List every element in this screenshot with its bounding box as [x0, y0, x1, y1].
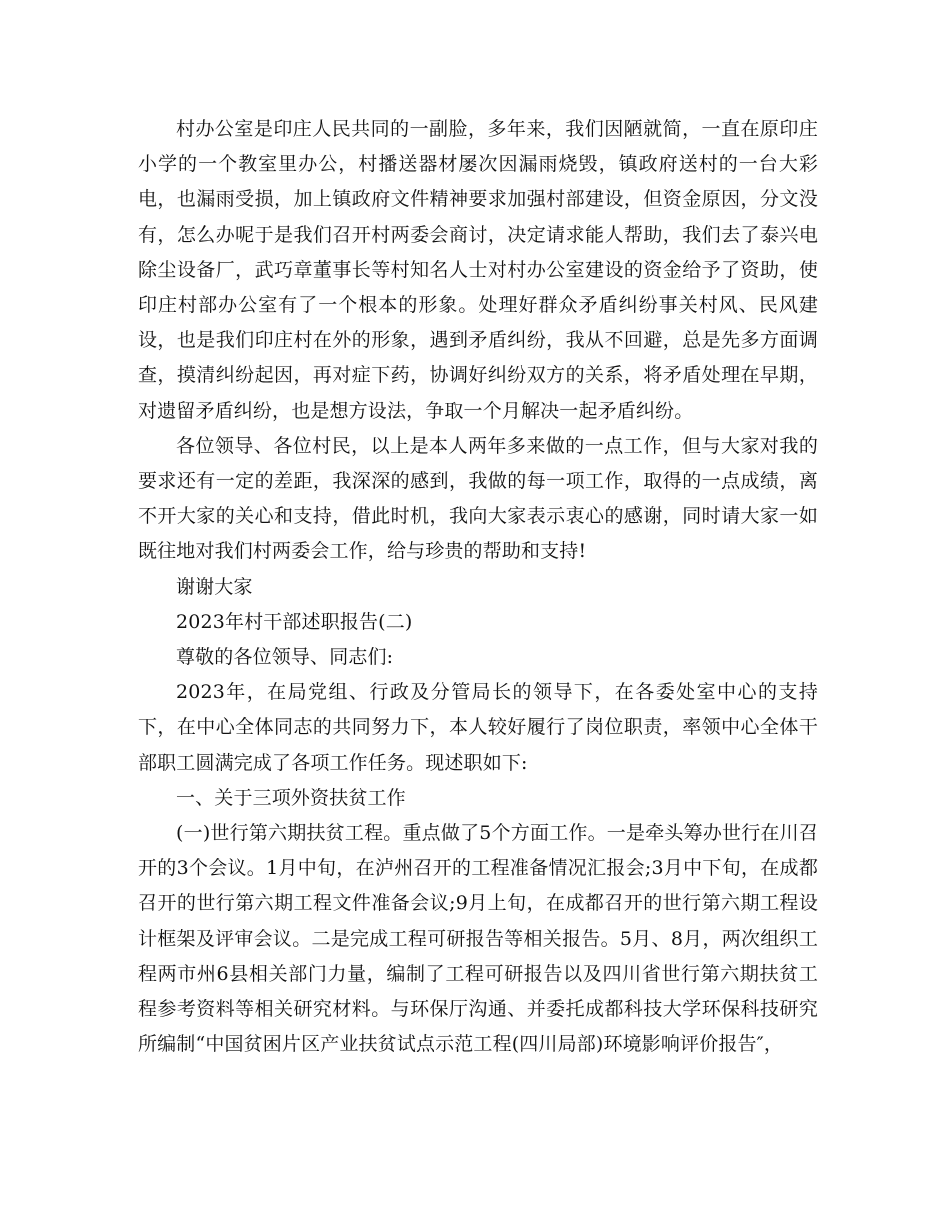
section-heading-1: 一、关于三项外资扶贫工作 — [176, 786, 406, 809]
document-body — [138, 112, 818, 1062]
paragraph-world-bank: (一)世行第六期扶贫工程。重点做了5个方面工作。一是牵头筹办世行在川召开的3个会议。1月中旬，在泸州召开的工程准备情况汇报会;3月中下旬，在成都召开的世行第六期工程文件准备会议;9月上旬，在成都召开的世行第六期工程设计框架及评审会议。二是完成工程可研报告等相关报告。5月、8月，两次组织工程两市州6县相关部门力量，编制了工程可研报告以及四川省世行第六期扶贫工程参考资料等相关研究材料。与环保厅沟通、并委托成都科技大学环保科技研究所编制“中国贫困片区产业扶贫试点示范工程(四川局部)环境影响评价报告″， — [138, 822, 818, 1056]
paragraph-thanks-support: 各位领导、各位村民，以上是本人两年多来做的一点工作，但与大家对我的要求还有一定的差距，我深深的感到，我做的每一项工作，取得的一点成绩，离不开大家的关心和支持，借此时机，我向大家表示衷心的感谢，同时请大家一如既往地对我们村两委会工作，给与珍贵的帮助和支持! — [138, 434, 818, 563]
paragraph-closing: 谢谢大家 — [176, 575, 253, 598]
paragraph-office-building: 村办公室是印庄人民共同的一副脸，多年来，我们因陋就简，一直在原印庄小学的一个教室里办公，村播送器材屡次因漏雨烧毁，镇政府送村的一台大彩电，也漏雨受损，加上镇政府文件精神要求加强村部建设，但资金原因，分文没有，怎么办呢于是我们召开村两委会商讨，决定请求能人帮助，我们去了泰兴电除尘设备厂，武巧章董事长等村知名人士对村办公室建设的资金给予了资助，使印庄村部办公室有了一个根本的形象。处理好群众矛盾纠纷事关村风、民风建设，也是我们印庄村在外的形象，遇到矛盾纠纷，我从不回避，总是先多方面调查，摸清纠纷起因，再对症下药，协调好纠纷双方的关系，将矛盾处理在早期，对遗留矛盾纠纷，也是想方设法，争取一个月解决一起矛盾纠纷。 — [138, 118, 818, 422]
salutation: 尊敬的各位领导、同志们: — [176, 646, 394, 669]
paragraph-intro: 2023年，在局党组、行政及分管局长的领导下，在各委处室中心的支持下，在中心全体同志的共同努力下，本人较好履行了岗位职责，率领中心全体干部职工圆满完成了各项工作任务。现述职如下: — [138, 681, 818, 774]
report-title: 2023年村干部述职报告(二) — [176, 610, 413, 633]
